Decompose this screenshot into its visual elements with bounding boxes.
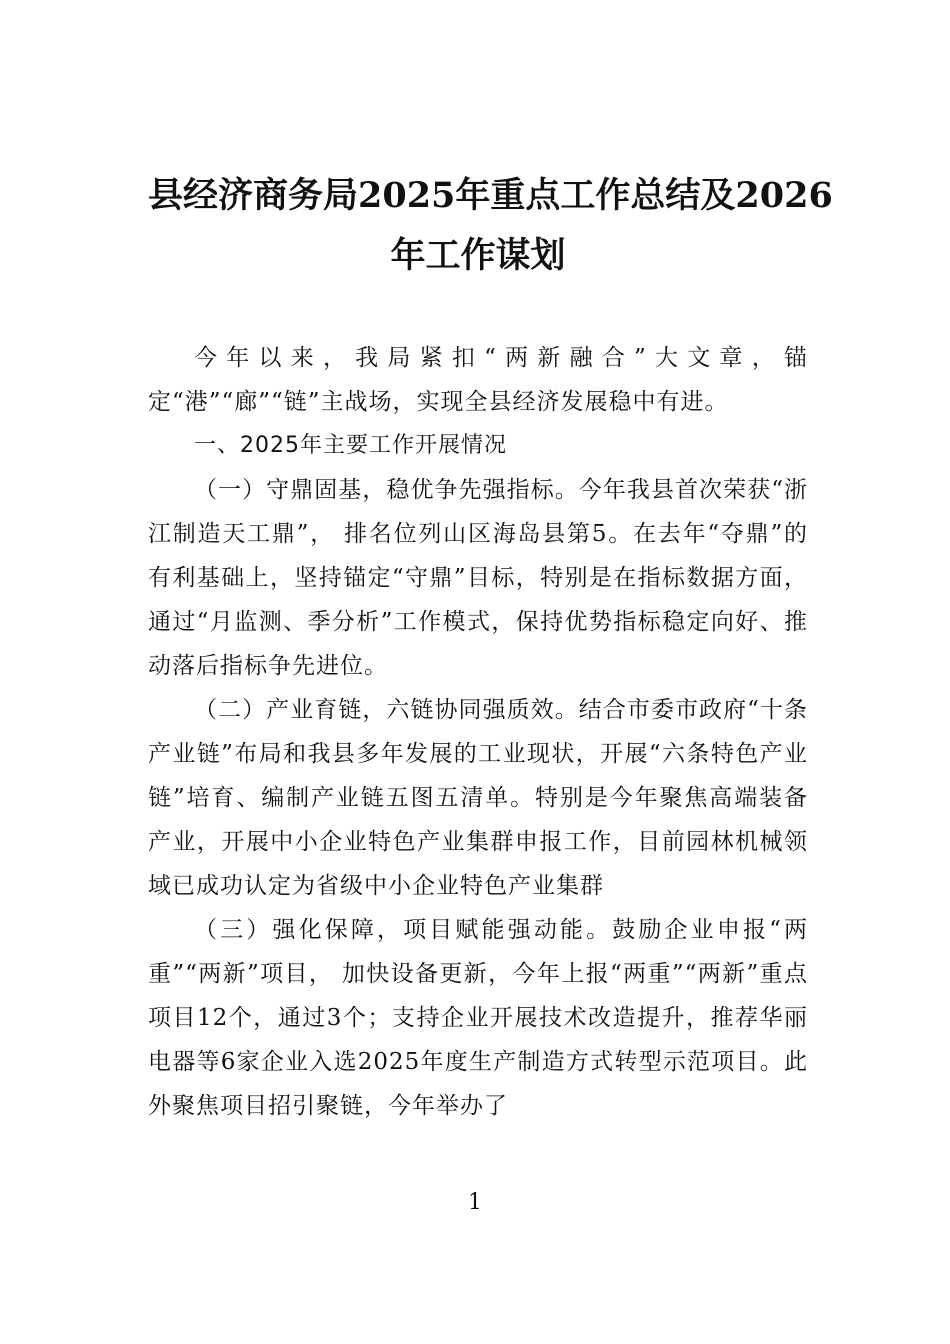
item-text: 今年我县首次荣获“浙江制造天工鼎”， 排名位列山区海岛县第5。在去年“夺鼎”的有利基础上，坚持锚定“守鼎”目标，特别是在指标数据方面，通过“月监测、季分析”工作模式，保持优势指标稳定向好、推动落后指标争先进位。	[148, 477, 808, 679]
item-lead: （三）强化保障，项目赋能强动能。	[194, 917, 613, 943]
title-line-1: 县经济商务局2025年重点工作总结及2026	[148, 175, 833, 216]
page-number: 1	[468, 1190, 482, 1215]
item-text: 鼓励企业申报“两重”“两新”项目， 加快设备更新，今年上报“两重”“两新”重点项目12个，通过3个；支持企业开展技术改造提升，推荐华丽电器等6家企业入选2025年度生产制造方式转型示范项目。此外聚焦项目招引聚链，今年举办了	[148, 917, 808, 1119]
item-paragraph-2	[148, 688, 808, 908]
item-paragraph-3	[148, 908, 808, 1128]
item-lead: （二）产业育链，六链协同强质效。	[194, 697, 579, 723]
title-line-2: 年工作谋划	[390, 235, 566, 276]
section-heading: 一、2025年主要工作开展情况	[194, 433, 507, 458]
item-paragraph-1	[148, 468, 808, 688]
item-lead: （一）守鼎固基，稳优争先强指标。	[194, 477, 579, 503]
item-text: 结合市委市政府“十条产业链”布局和我县多年发展的工业现状，开展“六条特色产业链”培育、编制产业链五图五清单。特别是今年聚焦高端装备产业，开展中小企业特色产业集群申报工作，目前园林机械领域已成功认定为省级中小企业特色产业集群	[148, 697, 808, 899]
intro-paragraph: 今年以来，我局紧扣“两新融合”大文章，锚定“港”“廊”“链”主战场，实现全县经济发展稳中有进。	[148, 345, 808, 415]
document-body	[148, 336, 808, 1128]
document-title	[148, 166, 833, 286]
